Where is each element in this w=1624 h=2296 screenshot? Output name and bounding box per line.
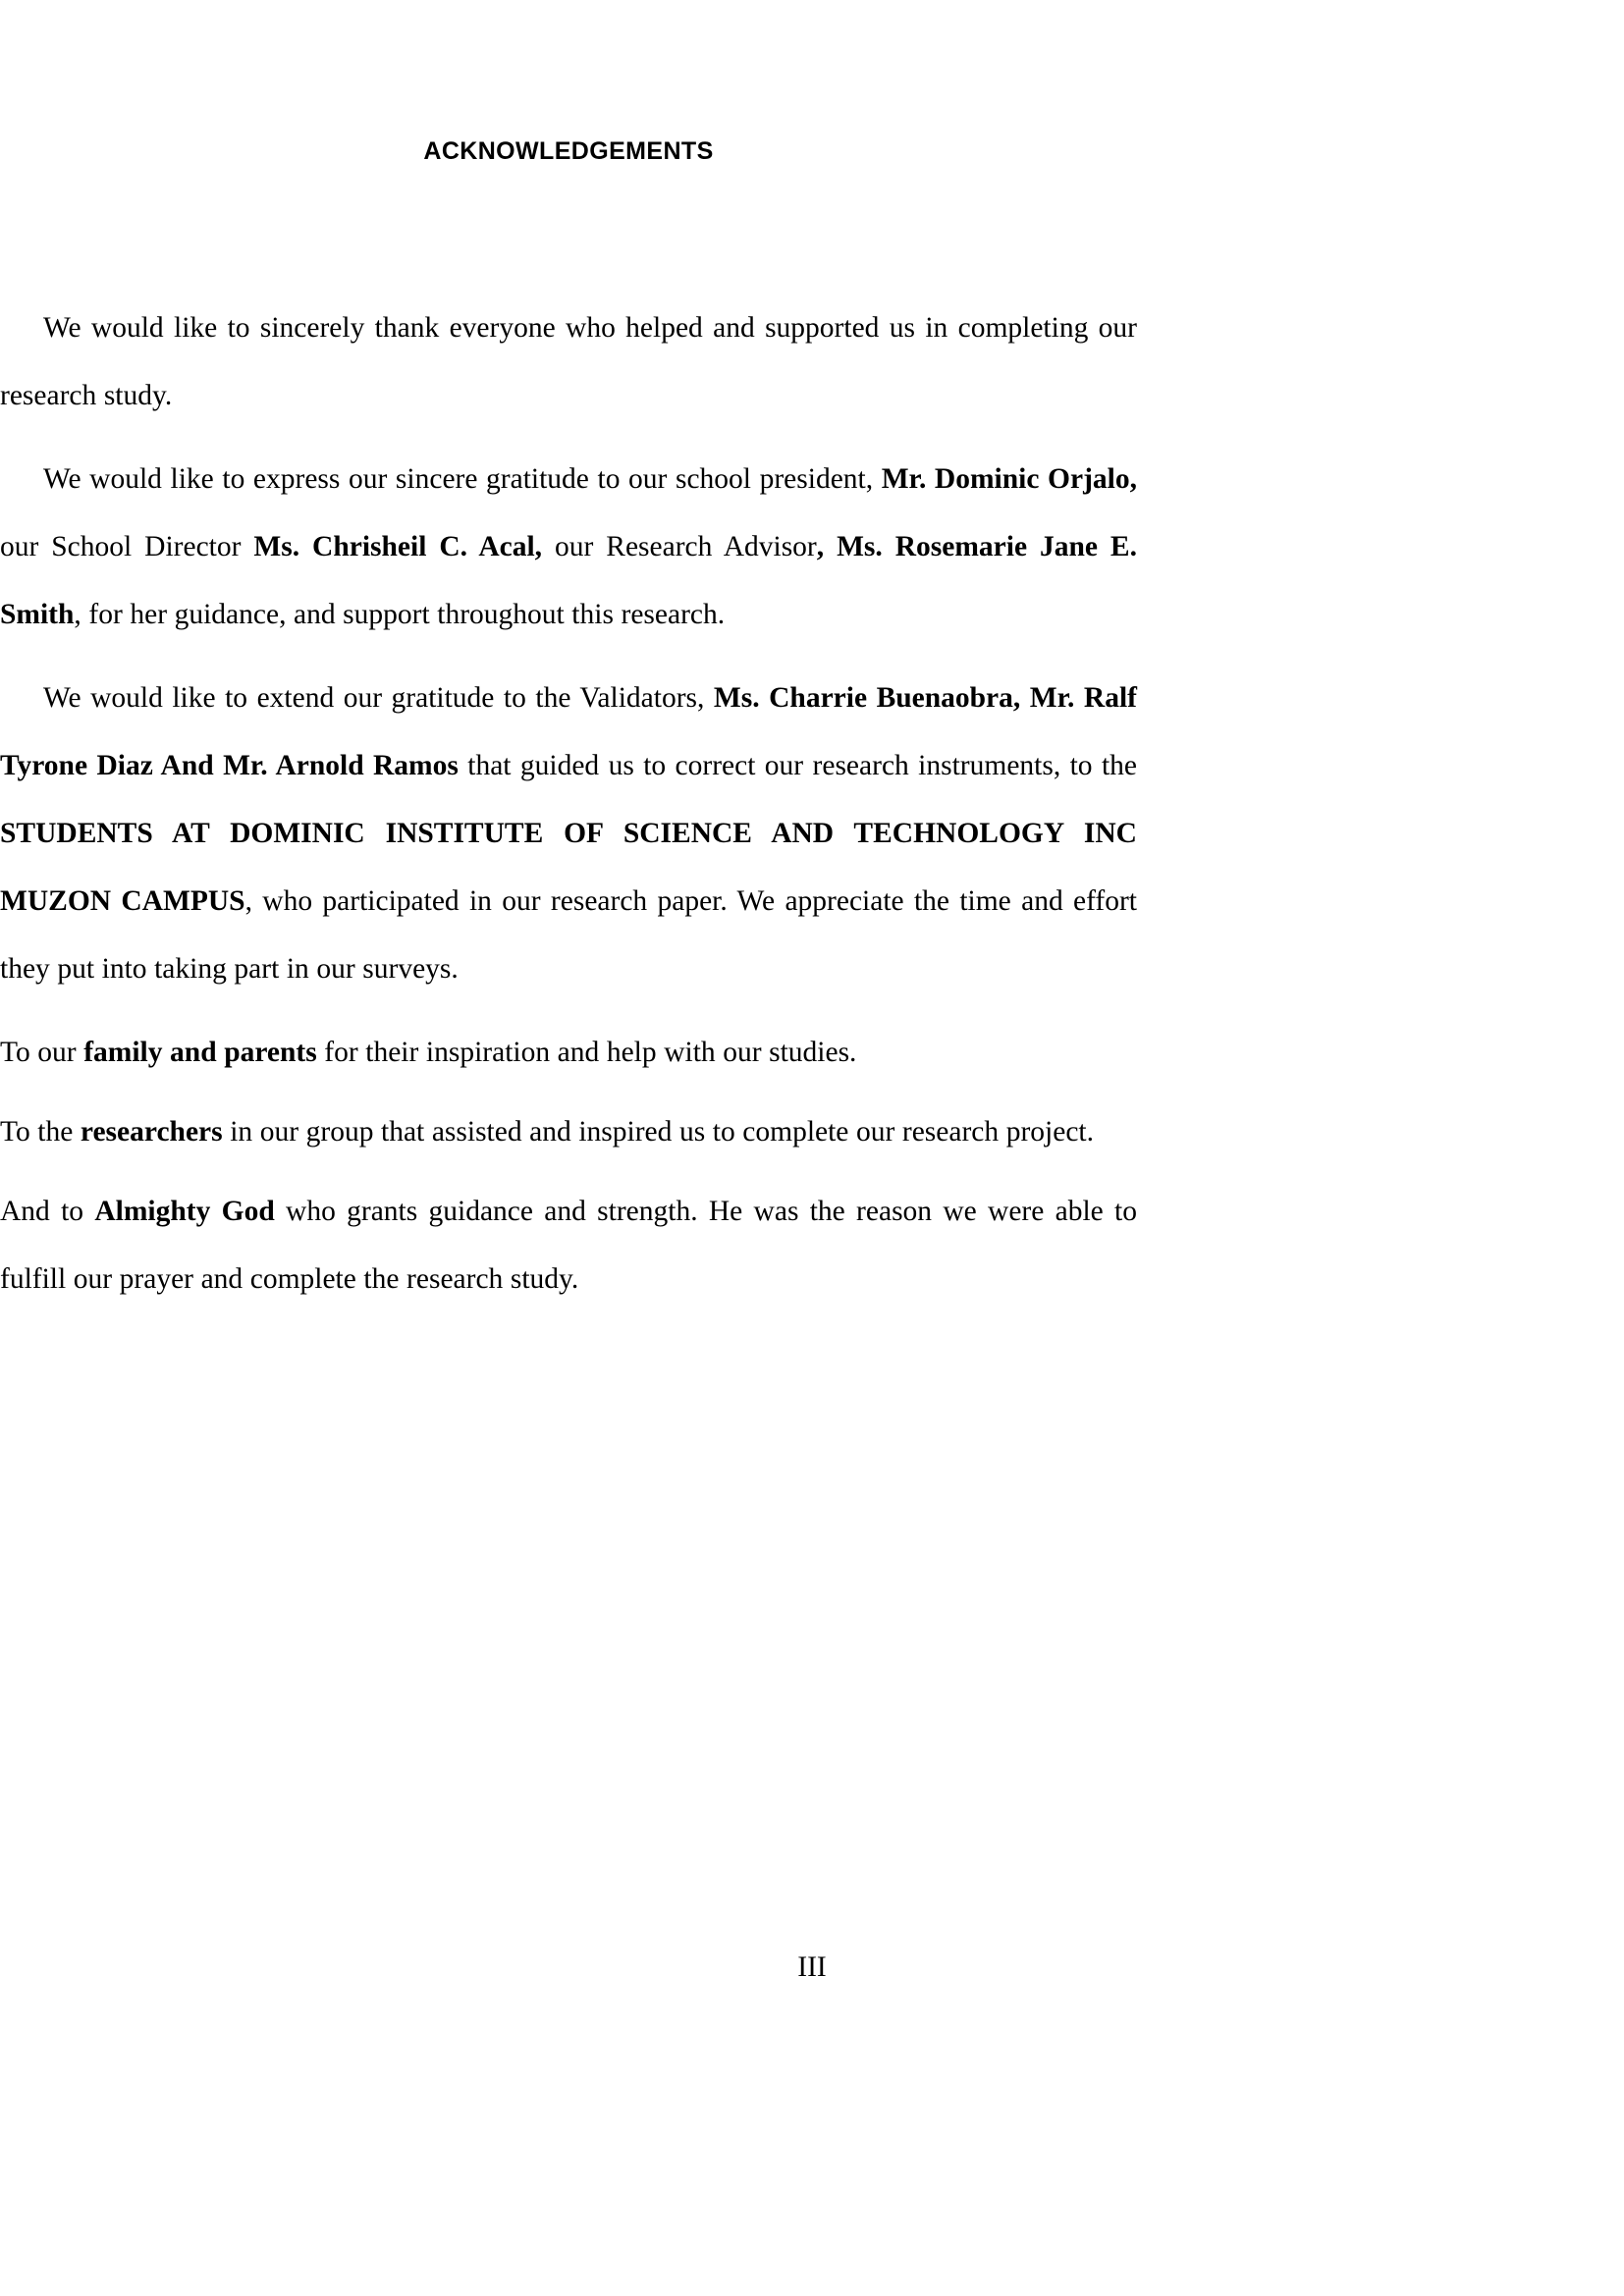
emphasis-run: Mr. Dominic Orjalo, [881, 463, 1137, 495]
emphasis-run: family and parents [83, 1037, 317, 1068]
text-run: who grants guidance and strength. He was the reason we were able to fulfill our prayer and complete the research study. [0, 1196, 1137, 1295]
text-run: To our [0, 1037, 84, 1068]
emphasis-run: Almighty God [94, 1196, 275, 1227]
text-run: for their inspiration and help with our studies. [316, 1037, 857, 1068]
emphasis-run: researchers [80, 1116, 223, 1148]
emphasis-run: Ms. Chrisheil C. Acal, [253, 531, 543, 562]
text-run: We would like to extend our gratitude to the Validators, [43, 682, 714, 714]
text-run: We would like to express our sincere gratitude to our school president, [43, 463, 882, 495]
text-run: We would like to sincerely thank everyone who helped and supported us in completing our research study. [0, 312, 1137, 411]
body-text-block [0, 294, 1137, 1325]
page-number: III [797, 1951, 827, 1983]
text-run: our Research Advisor [542, 531, 817, 562]
paragraph-2 [0, 446, 1137, 649]
text-run: , for her guidance, and support throughout this research. [74, 599, 726, 630]
paragraph-5 [0, 1098, 1137, 1166]
paragraph-6 [0, 1178, 1137, 1313]
emphasis-run: Ms. Charrie Buenaobra, Mr. Ralf Tyrone Diaz And Mr. Arnold Ramos [0, 682, 1137, 781]
page-title: ACKNOWLEDGEMENTS [423, 137, 714, 165]
emphasis-run: STUDENTS AT DOMINIC INSTITUTE OF SCIENCE AND TECHNOLOGY INC MUZON CAMPUS [0, 818, 1137, 917]
text-run: And to [0, 1196, 95, 1227]
paragraph-3 [0, 665, 1137, 1003]
text-run: our School Director [0, 531, 254, 562]
paragraph-1 [0, 294, 1137, 430]
text-run: To the [0, 1116, 81, 1148]
emphasis-run: , Ms. Rosemarie Jane E. Smith [0, 531, 1137, 630]
text-run: that guided us to correct our research instruments, to the [458, 750, 1137, 781]
paragraph-4 [0, 1019, 1137, 1087]
text-run: in our group that assisted and inspired us to complete our research project. [222, 1116, 1094, 1148]
text-run: , who participated in our research paper. We appreciate the time and effort they put into taking part in our surveys. [0, 885, 1137, 985]
